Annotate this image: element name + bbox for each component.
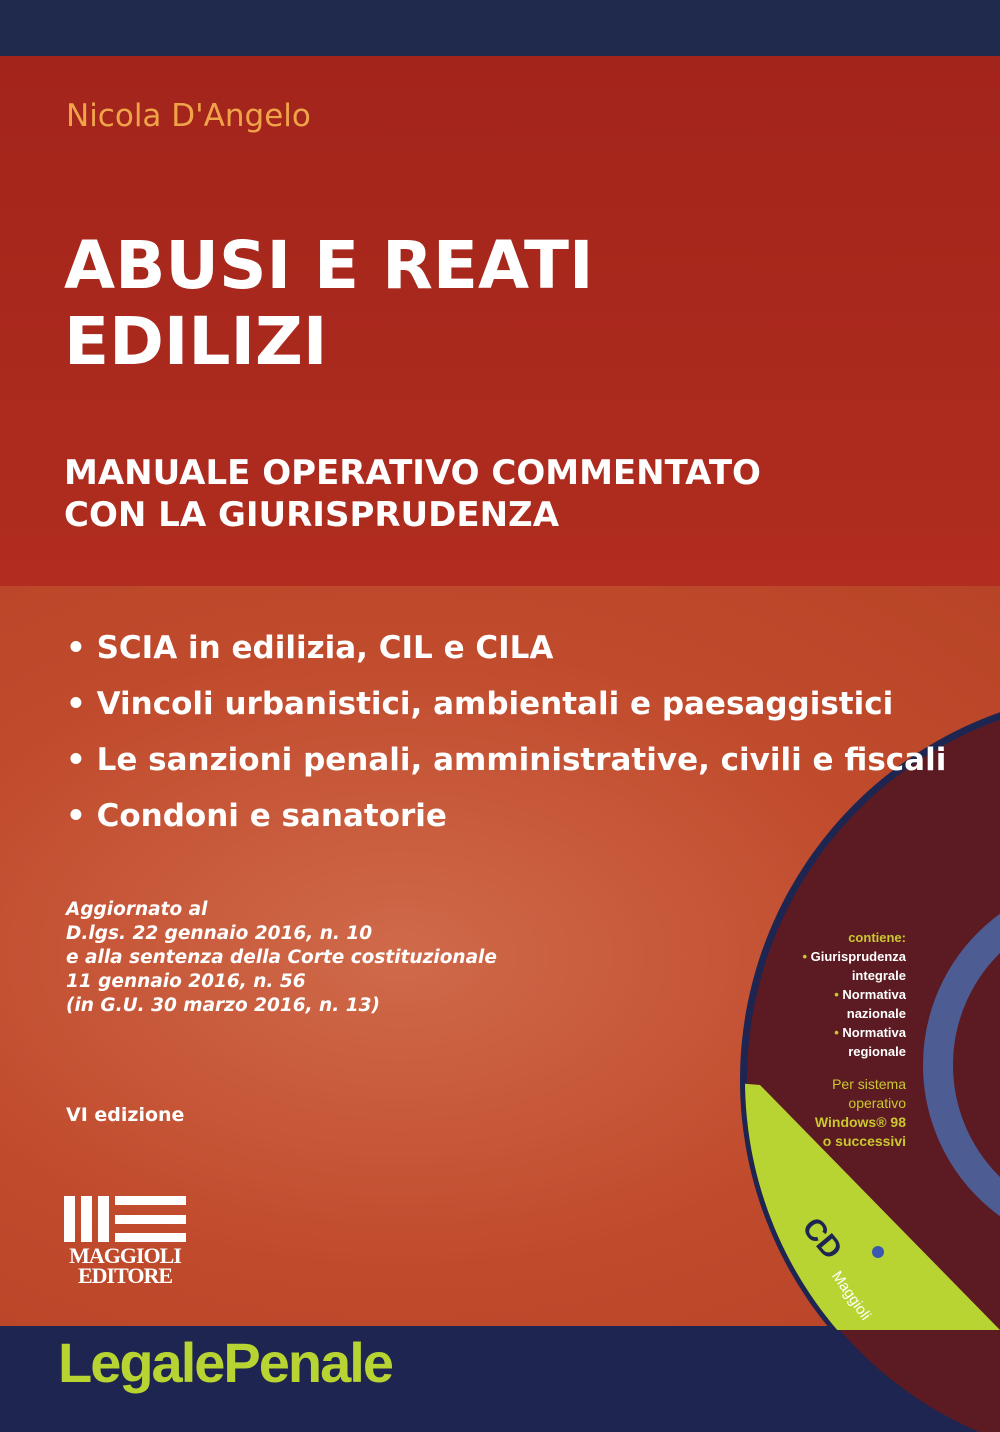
author: Nicola D'Angelo xyxy=(66,98,311,134)
cd-contents: contiene: • Giurisprudenza integrale • Normativa nazionale • Normativa regionale Per sistema operativo Windows® 98 o successivi xyxy=(802,930,906,1149)
list-item: • Vincoli urbanistici, ambientali e paesaggistici xyxy=(66,686,894,722)
cd-logo: CD xyxy=(795,1211,849,1266)
list-item: • Le sanzioni penali, amministrative, civili e fiscali xyxy=(66,742,947,778)
publisher-logo: MAGGIOLI EDITORE xyxy=(64,1196,186,1286)
list-item: • SCIA in edilizia, CIL e CILA xyxy=(66,630,554,666)
maggioli-logo-icon xyxy=(64,1196,186,1242)
update-note: Aggiornato al D.lgs. 22 gennaio 2016, n. 10 e alla sentenza della Corte costituzionale 11 gennaio 2016, n. 56 (in G.U. 30 marzo 2016, n. 13) xyxy=(66,899,497,1016)
book-title: ABUSI E REATI EDILIZI xyxy=(64,227,594,380)
book-subtitle: MANUALE OPERATIVO COMMENTATO CON LA GIURISPRUDENZA xyxy=(64,453,761,535)
topics-list xyxy=(66,620,946,844)
list-item: • Condoni e sanatorie xyxy=(66,798,447,834)
edition: VI edizione xyxy=(66,1104,185,1126)
cd-brand: Maggioli xyxy=(828,1268,875,1324)
series-name: LegalePenale xyxy=(58,1331,392,1394)
